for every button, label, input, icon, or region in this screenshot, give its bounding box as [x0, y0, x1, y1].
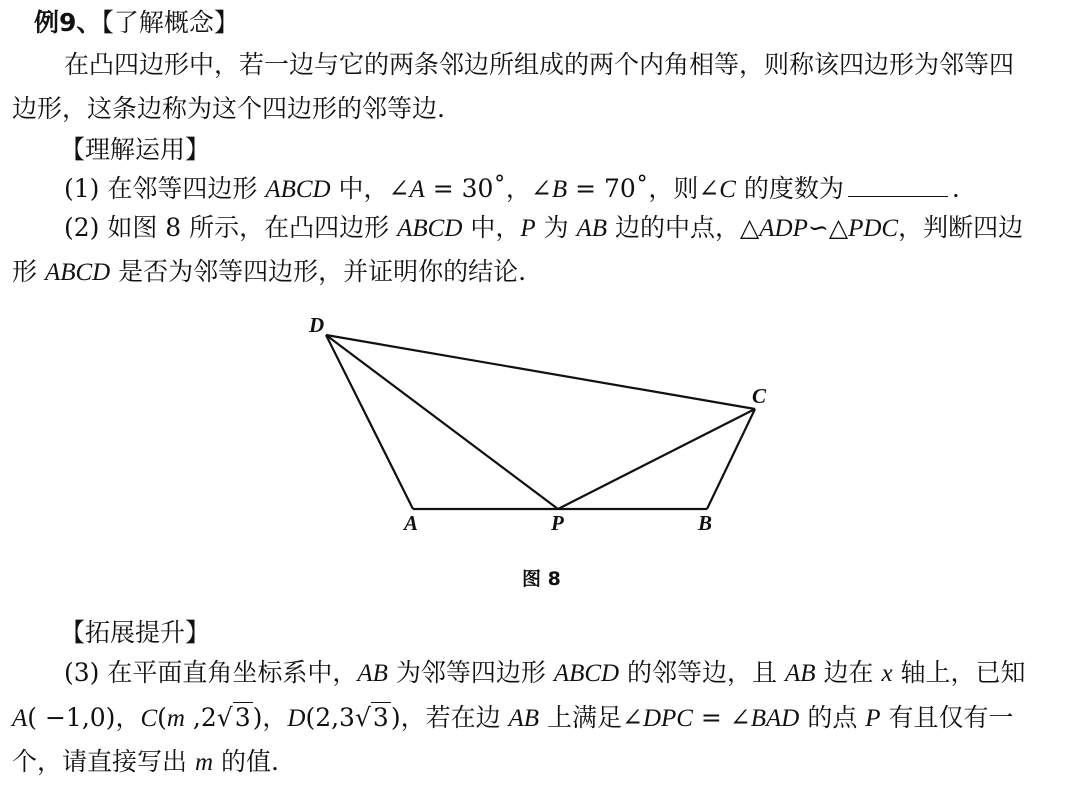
- figure-caption: 图 8: [522, 568, 561, 590]
- q2-mid3: 边的中点，△: [607, 213, 760, 242]
- q3-l2-mid: 上满足∠: [539, 703, 643, 732]
- vertex-label-a: A: [404, 511, 419, 535]
- q1-abcd: ABCD: [265, 176, 331, 203]
- q1-prefix: (1) 在邻等四边形: [64, 174, 266, 203]
- q3-abcd: ABCD: [553, 660, 620, 687]
- q3-x-axis: x: [881, 660, 893, 687]
- segment-dp: [326, 335, 558, 509]
- q3-c-mid: ,2: [184, 703, 217, 732]
- q1-end: .: [951, 174, 960, 203]
- q3-l3-suffix: 的值.: [213, 747, 279, 776]
- q3-l2-end: 有且仅有一: [880, 703, 1014, 732]
- segment-da: [326, 335, 413, 509]
- sqrt-radicand: 3: [372, 703, 389, 732]
- q3-mid2: 的邻等边，且: [619, 658, 786, 687]
- q2-prefix: (2) 如图 8 所示，在凸四边形: [64, 213, 398, 242]
- question-3-line1: [64, 656, 1026, 691]
- q3-point-p: P: [865, 705, 881, 732]
- q2-similar: ∽△: [807, 213, 849, 242]
- q2-adp: ADP: [759, 215, 808, 242]
- q3-d-close: )，若在边: [390, 703, 509, 732]
- concept-text-line2: 边形，这条边称为这个四边形的邻等边.: [12, 94, 445, 123]
- q3-point-c: C: [140, 705, 158, 732]
- q3-c-m: m: [166, 705, 185, 732]
- q3-c-open: (: [157, 703, 167, 732]
- q2-l2-suffix: 是否为邻等四边形，并证明你的结论.: [110, 257, 527, 286]
- q2-abcd: ABCD: [397, 215, 463, 242]
- q2-mid4: ，判断四边: [898, 213, 1024, 242]
- q2-p: P: [520, 215, 536, 242]
- vertex-label-c: C: [752, 384, 767, 408]
- q3-mid3: 边在: [815, 658, 882, 687]
- vertex-label-b: B: [698, 511, 713, 535]
- example-number: 例9、: [34, 8, 102, 37]
- q2-pdc: PDC: [848, 215, 899, 242]
- q2-l2-abcd: ABCD: [44, 259, 111, 286]
- q3-c-close: )，: [252, 703, 288, 732]
- q3-mid1: 为邻等四边形: [387, 658, 554, 687]
- section-heading-extend: 【拓展提升】: [60, 618, 211, 647]
- vertex-label-p: P: [551, 511, 564, 535]
- sqrt-3-d: [355, 701, 391, 735]
- q2-ab: AB: [576, 215, 608, 242]
- q3-point-a: A: [12, 705, 28, 732]
- sqrt-symbol: √: [354, 703, 371, 732]
- section-heading-apply: 【理解运用】: [60, 135, 211, 164]
- q3-angle-bad: BAD: [750, 705, 800, 732]
- q1-mid: 中，∠: [330, 174, 410, 203]
- q2-l2-prefix: 形: [12, 257, 45, 286]
- q1-suffix: 的度数为: [735, 174, 844, 203]
- sqrt-3-c: [217, 701, 253, 735]
- q3-ab: AB: [357, 660, 388, 687]
- sqrt-symbol: √: [216, 703, 233, 732]
- q3-l3-prefix: 个，请直接写出: [12, 747, 195, 776]
- segment-dc: [326, 335, 755, 409]
- q3-l2-mid2: 的点: [799, 703, 866, 732]
- question-3-line3: [12, 745, 279, 780]
- q2-mid2: 为: [535, 213, 577, 242]
- q3-a-coord: ( −1,0)，: [27, 703, 141, 732]
- q1-a-value: = 30˚，∠: [424, 174, 552, 203]
- q3-l2-ab: AB: [508, 705, 540, 732]
- q3-point-d: D: [287, 705, 306, 732]
- vertex-label-d: D: [309, 313, 325, 337]
- section-heading-concept: 【了解概念】: [101, 8, 239, 37]
- q3-prefix: (3) 在平面直角坐标系中，: [64, 658, 358, 687]
- q3-l3-m: m: [194, 749, 214, 776]
- q3-mid4: 轴上，已知: [892, 658, 1026, 687]
- question-3-line2: [12, 701, 1014, 736]
- q3-angle-dpc: DPC: [642, 705, 693, 732]
- concept-text-line1: 在凸四边形中，若一边与它的两条邻边所组成的两个内角相等，则称该四边形为邻等四: [64, 50, 1015, 79]
- q3-eq: = ∠: [692, 703, 751, 732]
- q3-d-open: (2,3: [305, 703, 355, 732]
- segment-bc: [707, 409, 755, 509]
- segment-pc: [558, 409, 755, 509]
- q2-mid1: 中，: [462, 213, 521, 242]
- q1-b-value: = 70˚，则∠: [567, 174, 720, 203]
- q3-ab2: AB: [785, 660, 816, 687]
- sqrt-radicand: 3: [234, 703, 251, 732]
- q1-angle-b: B: [551, 176, 568, 203]
- q1-angle-c: C: [719, 176, 736, 203]
- q1-angle-a: A: [409, 176, 425, 203]
